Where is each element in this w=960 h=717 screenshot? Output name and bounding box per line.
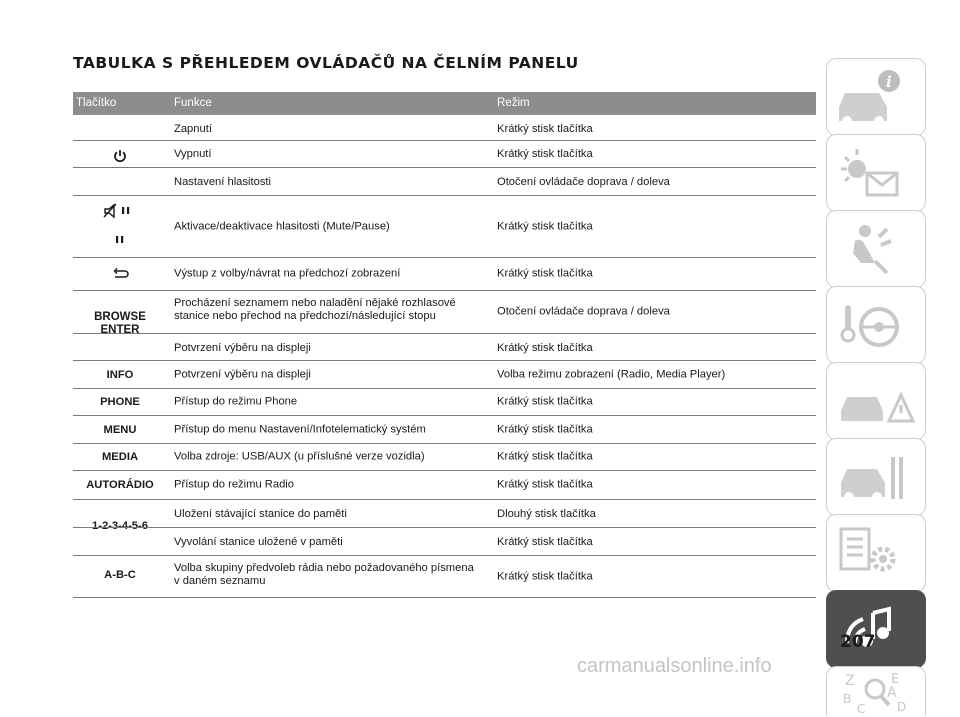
info-label: INFO bbox=[106, 368, 134, 381]
index-letter: C bbox=[857, 702, 866, 716]
table-row: Nastavení hlasitosti Otočení ovládače doprava / doleva bbox=[73, 168, 816, 196]
table-row: Zapnutí Krátký stisk tlačítka bbox=[73, 115, 816, 141]
tab-specs[interactable] bbox=[826, 514, 926, 592]
header-button: Tlačítko bbox=[76, 97, 117, 109]
multimedia-icon bbox=[827, 591, 927, 669]
abc-label: A-B-C bbox=[104, 569, 136, 581]
accident-warning-icon bbox=[827, 363, 927, 441]
page-title: TABULKA S PŘEHLEDEM OVLÁDAČŮ NA ČELNÍM PANELU bbox=[73, 54, 579, 72]
phone-label: PHONE bbox=[100, 396, 140, 408]
index-letter: A bbox=[887, 685, 897, 701]
svg-text:i: i bbox=[886, 73, 892, 91]
tab-index[interactable] bbox=[826, 666, 926, 716]
mute-pause-icon bbox=[103, 203, 137, 250]
table-row: Uložení stávající stanice do paměti Dlouhý stisk tlačítka bbox=[73, 500, 816, 528]
table-row: Procházení seznamem nebo naladění nějaké rozhlasové stanice nebo přechod na předchozí/následující stopu Otočení ovládače doprava / doleva bbox=[73, 291, 816, 334]
index-letter: Z bbox=[845, 673, 855, 689]
autoradio-label: AUTORÁDIO bbox=[86, 479, 154, 491]
specs-gear-icon bbox=[827, 515, 927, 593]
presets-label: 1-2-3-4-5-6 bbox=[92, 520, 148, 532]
index-letter: E bbox=[891, 672, 900, 687]
back-icon bbox=[113, 268, 129, 281]
index-letter: B bbox=[843, 692, 852, 706]
tab-multimedia[interactable] bbox=[826, 590, 926, 668]
tab-steering-key[interactable] bbox=[826, 286, 926, 364]
table-header bbox=[73, 92, 816, 115]
table-row: MEDIA Volba zdroje: USB/AUX (u příslušné verze vozidla) Krátký stisk tlačítka bbox=[73, 444, 816, 471]
table-row: Potvrzení výběru na displeji Krátký stisk tlačítka bbox=[73, 334, 816, 361]
table-row: MENU Přístup do menu Nastavení/Infotelematický systém Krátký stisk tlačítka bbox=[73, 416, 816, 444]
media-label: MEDIA bbox=[101, 451, 139, 463]
seat-airbag-icon bbox=[827, 211, 927, 289]
table-row: Vyvolání stanice uložené v paměti Krátký stisk tlačítka bbox=[73, 528, 816, 556]
row-group-power bbox=[73, 115, 816, 196]
index-letter: D bbox=[897, 700, 907, 714]
menu-label: MENU bbox=[103, 423, 137, 436]
table-row: Vypnutí Krátký stisk tlačítka bbox=[73, 141, 816, 168]
page-number: 207 bbox=[840, 632, 876, 652]
header-function: Funkce bbox=[174, 97, 212, 109]
car-tools-icon bbox=[827, 439, 927, 517]
table-row: A-B-C Volba skupiny předvoleb rádia nebo požadovaného písmena v daném seznamu Krátký stisk tlačítka bbox=[73, 556, 816, 598]
controls-table bbox=[73, 92, 816, 598]
tab-warning-lights[interactable] bbox=[826, 134, 926, 212]
table-row: INFO Potvrzení výběru na displeji Volba režimu zobrazení (Radio, Media Player) bbox=[73, 361, 816, 389]
table-row: Výstup z volby/návrat na předchozí zobrazení Krátký stisk tlačítka bbox=[73, 258, 816, 291]
row-group-presets bbox=[73, 500, 816, 556]
table-row: AUTORÁDIO Přístup do režimu Radio Krátký stisk tlačítka bbox=[73, 471, 816, 500]
tab-seat-airbag[interactable] bbox=[826, 210, 926, 288]
watermark: carmanualsonline.info bbox=[577, 655, 772, 677]
row-group-browse bbox=[73, 291, 816, 361]
tab-car-tools[interactable] bbox=[826, 438, 926, 516]
browse-enter-label: BROWSE ENTER bbox=[94, 311, 146, 336]
header-mode: Režim bbox=[497, 97, 530, 109]
table-row: Aktivace/deaktivace hlasitosti (Mute/Pause) Krátký stisk tlačítka bbox=[73, 196, 816, 258]
car-info-icon bbox=[827, 59, 927, 137]
index-search-icon bbox=[827, 667, 927, 717]
table-row: PHONE Přístup do režimu Phone Krátký stisk tlačítka bbox=[73, 389, 816, 416]
tab-car-info[interactable] bbox=[826, 58, 926, 136]
tab-accident-warning[interactable] bbox=[826, 362, 926, 440]
steering-key-icon bbox=[827, 287, 927, 365]
warning-lights-icon bbox=[827, 135, 927, 213]
